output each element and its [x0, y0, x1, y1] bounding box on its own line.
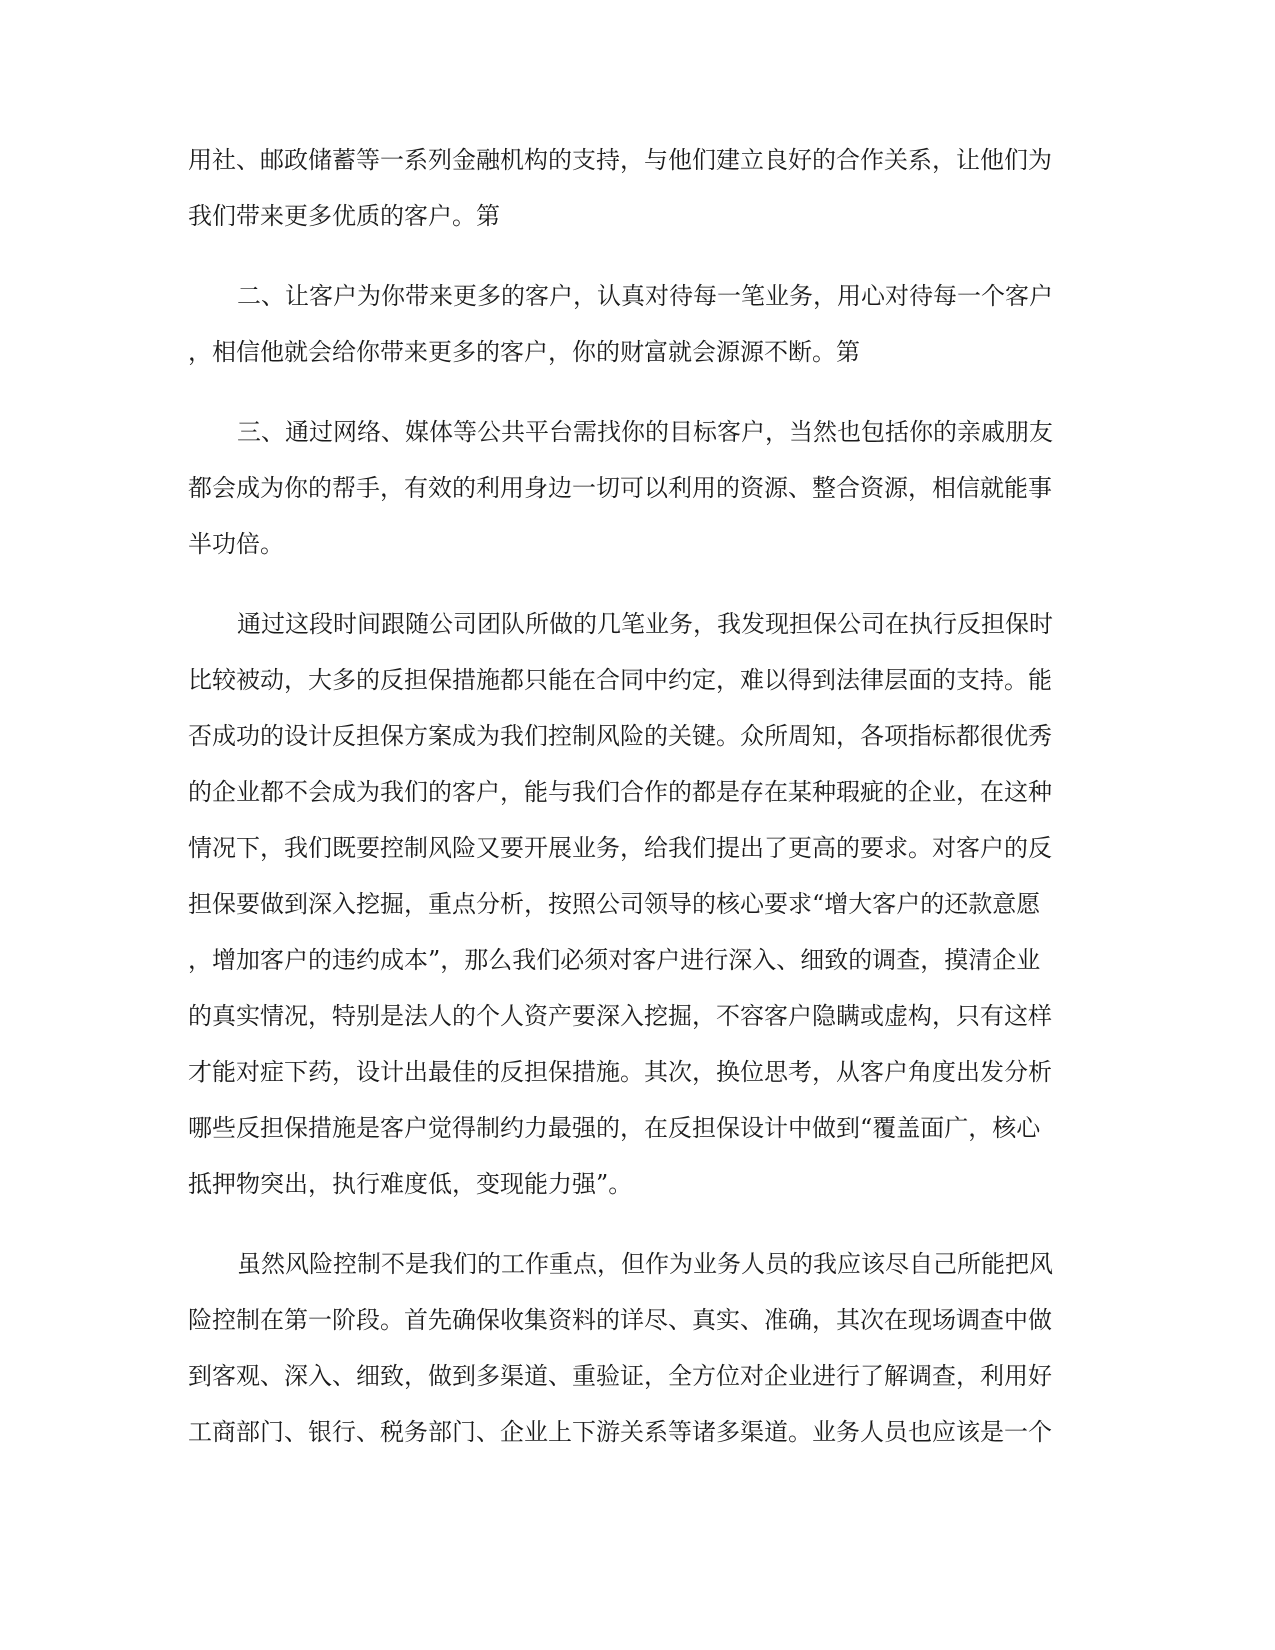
text-line: 二、让客户为你带来更多的客户，认真对待每一笔业务，用心对待每一个客户: [237, 282, 1053, 310]
text-line: 用社、邮政储蓄等一系列金融机构的支持，与他们建立良好的合作关系，让他们为: [188, 146, 1052, 174]
text-line: 工商部门、银行、税务部门、企业上下游关系等诸多渠道。业务人员也应该是一个: [188, 1418, 1052, 1446]
text-line: 的真实情况，特别是法人的个人资产要深入挖掘，不容客户隐瞒或虚构，只有这样: [188, 1002, 1052, 1030]
text-line: 虽然风险控制不是我们的工作重点，但作为业务人员的我应该尽自己所能把风: [237, 1250, 1053, 1278]
text-line: 哪些反担保措施是客户觉得制约力最强的，在反担保设计中做到“覆盖面广，核心: [188, 1114, 1041, 1142]
text-line: 三、通过网络、媒体等公共平台需找你的目标客户，当然也包括你的亲戚朋友: [237, 418, 1053, 446]
text-line: ，增加客户的违约成本”，那么我们必须对客户进行深入、细致的调查，摸清企业: [188, 946, 1041, 974]
text-line: 才能对症下药，设计出最佳的反担保措施。其次，换位思考，从客户角度出发分析: [188, 1058, 1052, 1086]
text-line: 情况下，我们既要控制风险又要开展业务，给我们提出了更高的要求。对客户的反: [188, 834, 1052, 862]
text-line: 我们带来更多优质的客户。第: [188, 202, 500, 230]
text-line: 否成功的设计反担保方案成为我们控制风险的关键。众所周知，各项指标都很优秀: [188, 722, 1052, 750]
text-line: 抵押物突出，执行难度低，变现能力强”。: [188, 1170, 633, 1198]
text-line: 的企业都不会成为我们的客户，能与我们合作的都是存在某种瑕疵的企业，在这种: [188, 778, 1052, 806]
text-line: 担保要做到深入挖掘，重点分析，按照公司领导的核心要求“增大客户的还款意愿: [188, 890, 1041, 918]
text-line: 比较被动，大多的反担保措施都只能在合同中约定，难以得到法律层面的支持。能: [188, 666, 1052, 694]
text-line: 半功倍。: [188, 530, 284, 558]
text-line: 通过这段时间跟随公司团队所做的几笔业务，我发现担保公司在执行反担保时: [237, 610, 1053, 638]
text-line: ，相信他就会给你带来更多的客户，你的财富就会源源不断。第: [188, 338, 860, 366]
text-line: 到客观、深入、细致，做到多渠道、重验证，全方位对企业进行了解调查，利用好: [188, 1362, 1052, 1390]
text-line: 险控制在第一阶段。首先确保收集资料的详尽、真实、准确，其次在现场调查中做: [188, 1306, 1052, 1334]
text-line: 都会成为你的帮手，有效的利用身边一切可以利用的资源、整合资源，相信就能事: [188, 474, 1052, 502]
